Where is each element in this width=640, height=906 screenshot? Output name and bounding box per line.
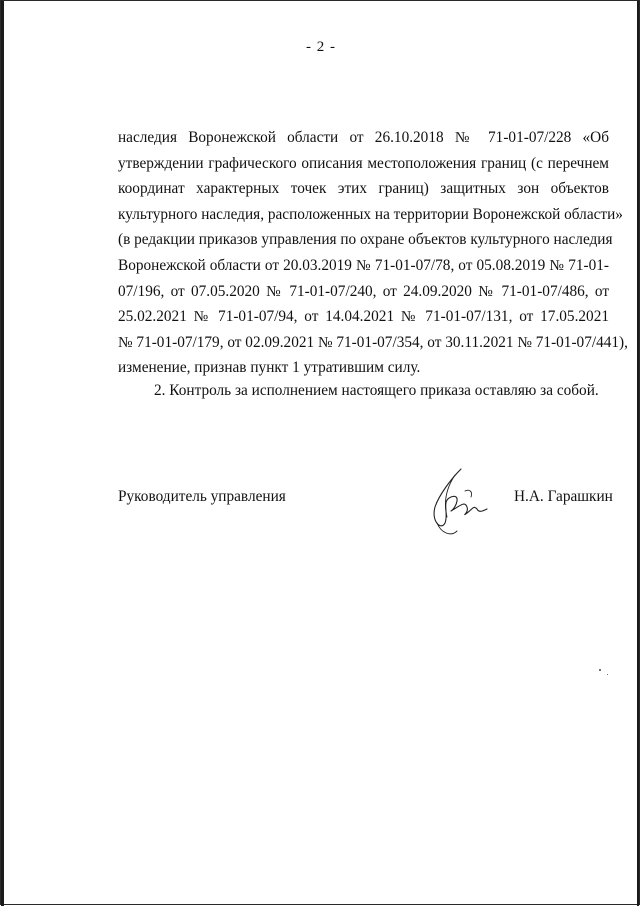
page-number: - 2 - (306, 39, 336, 55)
paragraph-line: утверждении графического описания местоположения границ (с перечнем (118, 154, 609, 172)
paragraph-line: № 71-01-07/179, от 02.09.2021 № 71-01-07/354, от 30.11.2021 № 71-01-07/441), (118, 333, 628, 351)
signatory-title: Руководитель управления (118, 488, 286, 505)
scan-speck (599, 669, 601, 671)
paragraph-line: изменение, признав пункт 1 утратившим силу. (118, 359, 421, 377)
paragraph-line: наследия Воронежской области от 26.10.2018 № 71-01-07/228 «Об (118, 129, 609, 146)
paragraph-line: Воронежской области от 20.03.2019 № 71-01-07/78, от 05.08.2019 № 71-01- (118, 256, 609, 274)
paragraph-2: 2. Контроль за исполнением настоящего приказа оставляю за собой. (154, 382, 599, 399)
handwritten-signature (421, 461, 491, 541)
scan-edge-left (1, 1, 4, 906)
paragraph-line: культурного наследия, расположенных на территории Воронежской области» (118, 205, 623, 223)
signatory-name: Н.А. Гарашкин (514, 488, 613, 505)
paragraph-line: (в редакции приказов управления по охране объектов культурного наследия (118, 231, 613, 249)
scan-edge-right (637, 1, 639, 906)
scan-speck (607, 674, 608, 675)
paragraph-line: 07/196, от 07.05.2020 № 71-01-07/240, от 24.09.2020 № 71-01-07/486, от (118, 282, 609, 300)
paragraph-1 (118, 125, 628, 381)
paragraph-line: 25.02.2021 № 71-01-07/94, от 14.04.2021 № 71-01-07/131, от 17.05.2021 (118, 308, 609, 326)
paragraph-line: координат характерных точек этих границ) защитных зон объектов (118, 180, 609, 198)
